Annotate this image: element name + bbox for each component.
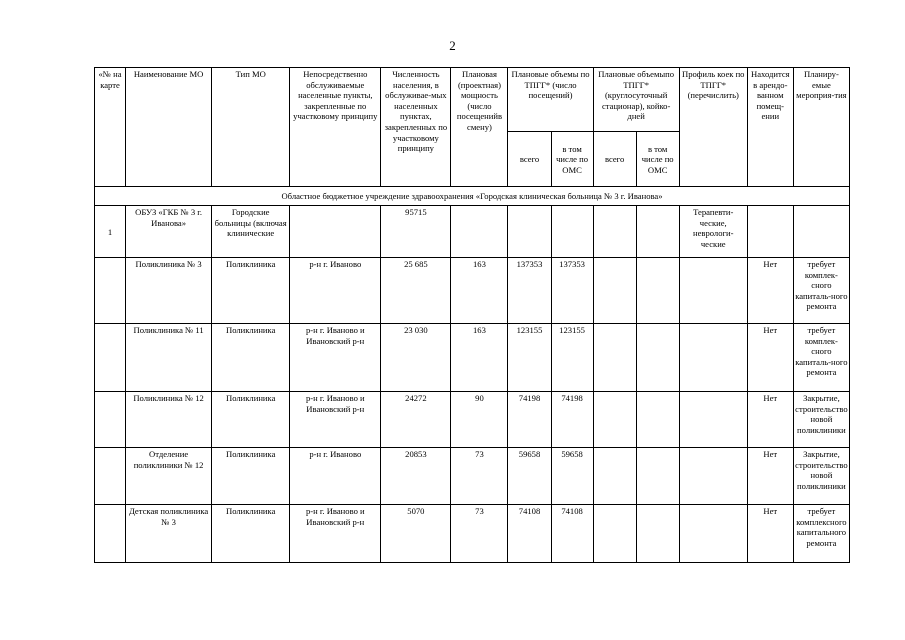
cell-visits-total: 74108 <box>508 505 551 563</box>
cell-num <box>95 448 126 505</box>
col-header-name: Наименование МО <box>126 68 212 187</box>
table-row <box>95 206 850 258</box>
cell-visits-oms: 74108 <box>551 505 593 563</box>
cell-rented: Нет <box>747 392 793 448</box>
cell-planned: Закрытие, строительство новой поликлиники <box>793 392 849 448</box>
cell-beds-oms <box>636 206 679 258</box>
cell-visits-total <box>508 206 551 258</box>
section-row <box>95 187 850 206</box>
cell-beds-total <box>593 324 636 392</box>
cell-rented <box>747 206 793 258</box>
cell-planned <box>793 206 849 258</box>
cell-name: Отделение поликлиники № 12 <box>126 448 212 505</box>
cell-type: Поликлиника <box>212 258 290 324</box>
cell-planned: требует комплексного капитального ремонта <box>793 505 849 563</box>
cell-capacity <box>451 206 508 258</box>
cell-type: Поликлиника <box>212 324 290 392</box>
col-header-visit-volumes: Плановые объемы по ТПГГ* (число посещений) <box>508 68 593 132</box>
cell-beds-oms <box>636 392 679 448</box>
cell-rented: Нет <box>747 324 793 392</box>
medical-organizations-table <box>94 67 850 563</box>
cell-population: 25 685 <box>381 258 451 324</box>
cell-visits-oms: 59658 <box>551 448 593 505</box>
cell-population: 23 030 <box>381 324 451 392</box>
col-header-bed-volumes: Плановые объемыпо ТПГГ* (круглосуточный стационар), койко-дней <box>593 68 679 132</box>
cell-num: 1 <box>95 206 126 258</box>
cell-beds-oms <box>636 448 679 505</box>
cell-capacity: 163 <box>451 324 508 392</box>
table-row <box>95 324 850 392</box>
cell-bed-profile <box>679 505 747 563</box>
cell-population: 20853 <box>381 448 451 505</box>
cell-type: Поликлиника <box>212 392 290 448</box>
cell-bed-profile <box>679 448 747 505</box>
cell-beds-total <box>593 448 636 505</box>
cell-population: 24272 <box>381 392 451 448</box>
table-row <box>95 448 850 505</box>
cell-beds-total <box>593 392 636 448</box>
cell-visits-total: 137353 <box>508 258 551 324</box>
cell-visits-total: 59658 <box>508 448 551 505</box>
cell-name: Поликлиника № 3 <box>126 258 212 324</box>
page-number: 2 <box>449 38 456 53</box>
cell-beds-oms <box>636 505 679 563</box>
col-header-beds-total: всего <box>593 132 636 187</box>
col-header-rented: Находится в арендо-ванном помещ-ении <box>747 68 793 187</box>
cell-visits-oms: 137353 <box>551 258 593 324</box>
cell-name: Поликлиника № 11 <box>126 324 212 392</box>
col-header-population: Численность населения, в обслуживае-мых населенных пунктах, закрепленных по участковому принципу <box>381 68 451 187</box>
cell-capacity: 163 <box>451 258 508 324</box>
col-header-num: «№ на карте <box>95 68 126 187</box>
cell-settlements: р-н г. Иваново <box>290 258 381 324</box>
cell-settlements: р-н г. Иваново <box>290 448 381 505</box>
table-row <box>95 258 850 324</box>
cell-type: Поликлиника <box>212 448 290 505</box>
col-header-capacity: Плановая (проектная) мощность (число посещенийв смену) <box>451 68 508 187</box>
cell-visits-total: 74198 <box>508 392 551 448</box>
cell-bed-profile <box>679 324 747 392</box>
cell-name: Детская поликлиника № 3 <box>126 505 212 563</box>
cell-bed-profile <box>679 258 747 324</box>
section-title: Областное бюджетное учреждение здравоохранения «Городская клиническая больница № 3 г. Иванова» <box>95 187 850 206</box>
cell-beds-total <box>593 258 636 324</box>
col-header-visits-oms: в том числе по ОМС <box>551 132 593 187</box>
cell-bed-profile <box>679 392 747 448</box>
cell-num <box>95 392 126 448</box>
cell-name: ОБУЗ «ГКБ № 3 г. Иванова» <box>126 206 212 258</box>
col-header-settlements: Непосредственно обслуживаемые населенные пункты, закрепленные по участковому принципу <box>290 68 381 187</box>
cell-visits-oms: 123155 <box>551 324 593 392</box>
cell-planned: требует комплек-сного капиталь-ного ремонта <box>793 324 849 392</box>
cell-num <box>95 324 126 392</box>
cell-rented: Нет <box>747 505 793 563</box>
cell-rented: Нет <box>747 258 793 324</box>
table-row <box>95 392 850 448</box>
cell-capacity: 73 <box>451 448 508 505</box>
cell-beds-total <box>593 505 636 563</box>
cell-planned: требует комплек-сного капиталь-ного ремонта <box>793 258 849 324</box>
cell-visits-oms: 74198 <box>551 392 593 448</box>
cell-settlements: р-н г. Иваново и Ивановский р-н <box>290 324 381 392</box>
cell-settlements: р-н г. Иваново и Ивановский р-н <box>290 505 381 563</box>
cell-type: Городские больницы (включая клинические <box>212 206 290 258</box>
cell-capacity: 90 <box>451 392 508 448</box>
cell-num <box>95 258 126 324</box>
cell-beds-oms <box>636 324 679 392</box>
cell-planned: Закрытие, строительство новой поликлиники <box>793 448 849 505</box>
cell-beds-oms <box>636 258 679 324</box>
cell-visits-total: 123155 <box>508 324 551 392</box>
cell-capacity: 73 <box>451 505 508 563</box>
cell-settlements: р-н г. Иваново и Ивановский р-н <box>290 392 381 448</box>
col-header-beds-oms: в том числе по ОМС <box>636 132 679 187</box>
cell-type: Поликлиника <box>212 505 290 563</box>
header-row <box>95 68 850 132</box>
cell-population: 95715 <box>381 206 451 258</box>
col-header-bed-profile: Профиль коек по ТПГГ* (перечислить) <box>679 68 747 187</box>
cell-visits-oms <box>551 206 593 258</box>
col-header-type: Тип МО <box>212 68 290 187</box>
cell-name: Поликлиника № 12 <box>126 392 212 448</box>
col-header-planned: Планиру-емые мероприя-тия <box>793 68 849 187</box>
cell-num <box>95 505 126 563</box>
cell-bed-profile: Терапевти-ческие, неврологи-ческие <box>679 206 747 258</box>
table-row <box>95 505 850 563</box>
cell-population: 5070 <box>381 505 451 563</box>
cell-beds-total <box>593 206 636 258</box>
cell-settlements <box>290 206 381 258</box>
col-header-visits-total: всего <box>508 132 551 187</box>
cell-rented: Нет <box>747 448 793 505</box>
